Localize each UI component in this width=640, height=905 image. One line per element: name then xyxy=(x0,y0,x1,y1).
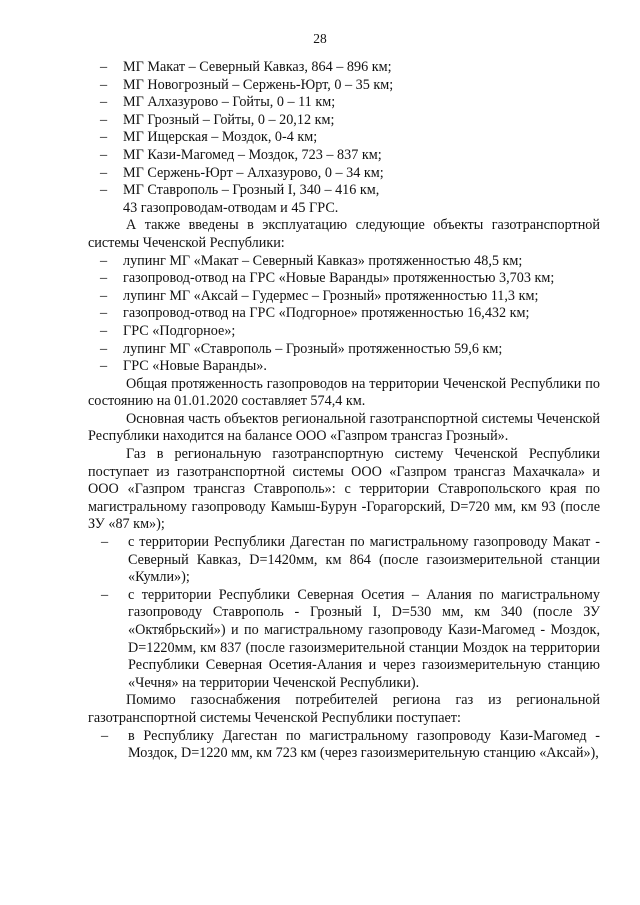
list-item: – МГ Ставрополь – Грозный I, 340 – 416 км, xyxy=(100,182,380,199)
commissioned-list xyxy=(88,253,600,376)
list-item: – лупинг МГ «Макат – Северный Кавказ» протяженностью 48,5 км; xyxy=(100,252,523,269)
list-item: – ГРС «Новые Варанды». xyxy=(100,358,267,375)
page-number: 28 xyxy=(313,31,327,46)
paragraph: Общая протяженность газопроводов на территории Чеченской Республики по состоянию на 01.01.2020 составляет 574,4 км. xyxy=(88,375,600,410)
list-item: – газопровод-отвод на ГРС «Новые Варанды» протяженностью 3,703 км; xyxy=(100,270,555,287)
paragraph: Основная часть объектов региональной газотранспортной системы Чеченской Республики находится на балансе ООО «Газпром трансгаз Грозный». xyxy=(88,410,600,445)
list-item: – МГ Новогрозный – Сержень-Юрт, 0 – 35 км; xyxy=(100,76,394,93)
list-item: – МГ Макат – Северный Кавказ, 864 – 896 км; xyxy=(100,59,392,75)
page-content xyxy=(88,59,600,763)
list-item: – МГ Ищерская – Моздок, 0-4 км; xyxy=(100,129,318,146)
list-item: – МГ Сержень-Юрт – Алхазурово, 0 – 34 км; xyxy=(100,164,384,181)
supply-list xyxy=(88,534,600,692)
list-item: – в Республику Дагестан по магистральному газопроводу Кази-Магомед - Моздок, D=1220 мм, км 723 км (через газоизмерительную станцию «Аксай»), xyxy=(101,727,600,762)
transit-list xyxy=(88,728,600,763)
paragraph: Газ в региональную газотранспортную систему Чеченской Республики поступает из газотранспортной системы ООО «Газпром трансгаз Махачкала» и ООО «Газпром трансгаз Ставрополь»: с территории Ставропольского края по магистральному газопроводу Камыш-Бурун -Горагорский, D=720 мм, км 93 (после ЗУ «87 км»); xyxy=(88,446,600,533)
paragraph: Помимо газоснабжения потребителей региона газ из региональной газотранспортной системы Чеченской Республики поступает: xyxy=(88,692,600,726)
paragraph: А также введены в эксплуатацию следующие объекты газотранспортной системы Чеченской Республики: xyxy=(88,217,600,251)
list-item: – МГ Грозный – Гойты, 0 – 20,12 км; xyxy=(100,111,335,128)
list-item: – с территории Республики Северная Осетия – Алания по магистральному газопроводу Ставрополь - Грозный I, D=530 мм, км 340 (после ЗУ «Октябрьский») и по магистральному газопроводу Кази-Магомед - Моздок, D=1220мм, км 837 (после газоизмерительной станции Моздок на территории Республики Северная Осетия-Алания и через газоизмерительную станцию «Чечня» на территории Чеченской Республики). xyxy=(101,586,600,691)
list-continuation: 43 газопроводам-отводам и 45 ГРС. xyxy=(123,199,339,216)
list-item: – лупинг МГ «Ставрополь – Грозный» протяженностью 59,6 км; xyxy=(100,340,503,357)
list-item: – ГРС «Подгорное»; xyxy=(100,322,236,339)
list-item: – МГ Алхазурово – Гойты, 0 – 11 км; xyxy=(100,94,336,111)
list-item: – лупинг МГ «Аксай – Гудермес – Грозный» протяженностью 11,3 км; xyxy=(100,287,539,304)
list-item: – с территории Республики Дагестан по магистральному газопроводу Макат - Северный Кавказ, D=1420мм, км 864 (после газоизмерительной станции «Кумли»); xyxy=(101,534,600,586)
pipeline-list xyxy=(88,59,600,217)
list-item: – МГ Кази-Магомед – Моздок, 723 – 837 км; xyxy=(100,146,382,163)
list-item: – газопровод-отвод на ГРС «Подгорное» протяженностью 16,432 км; xyxy=(100,305,530,322)
